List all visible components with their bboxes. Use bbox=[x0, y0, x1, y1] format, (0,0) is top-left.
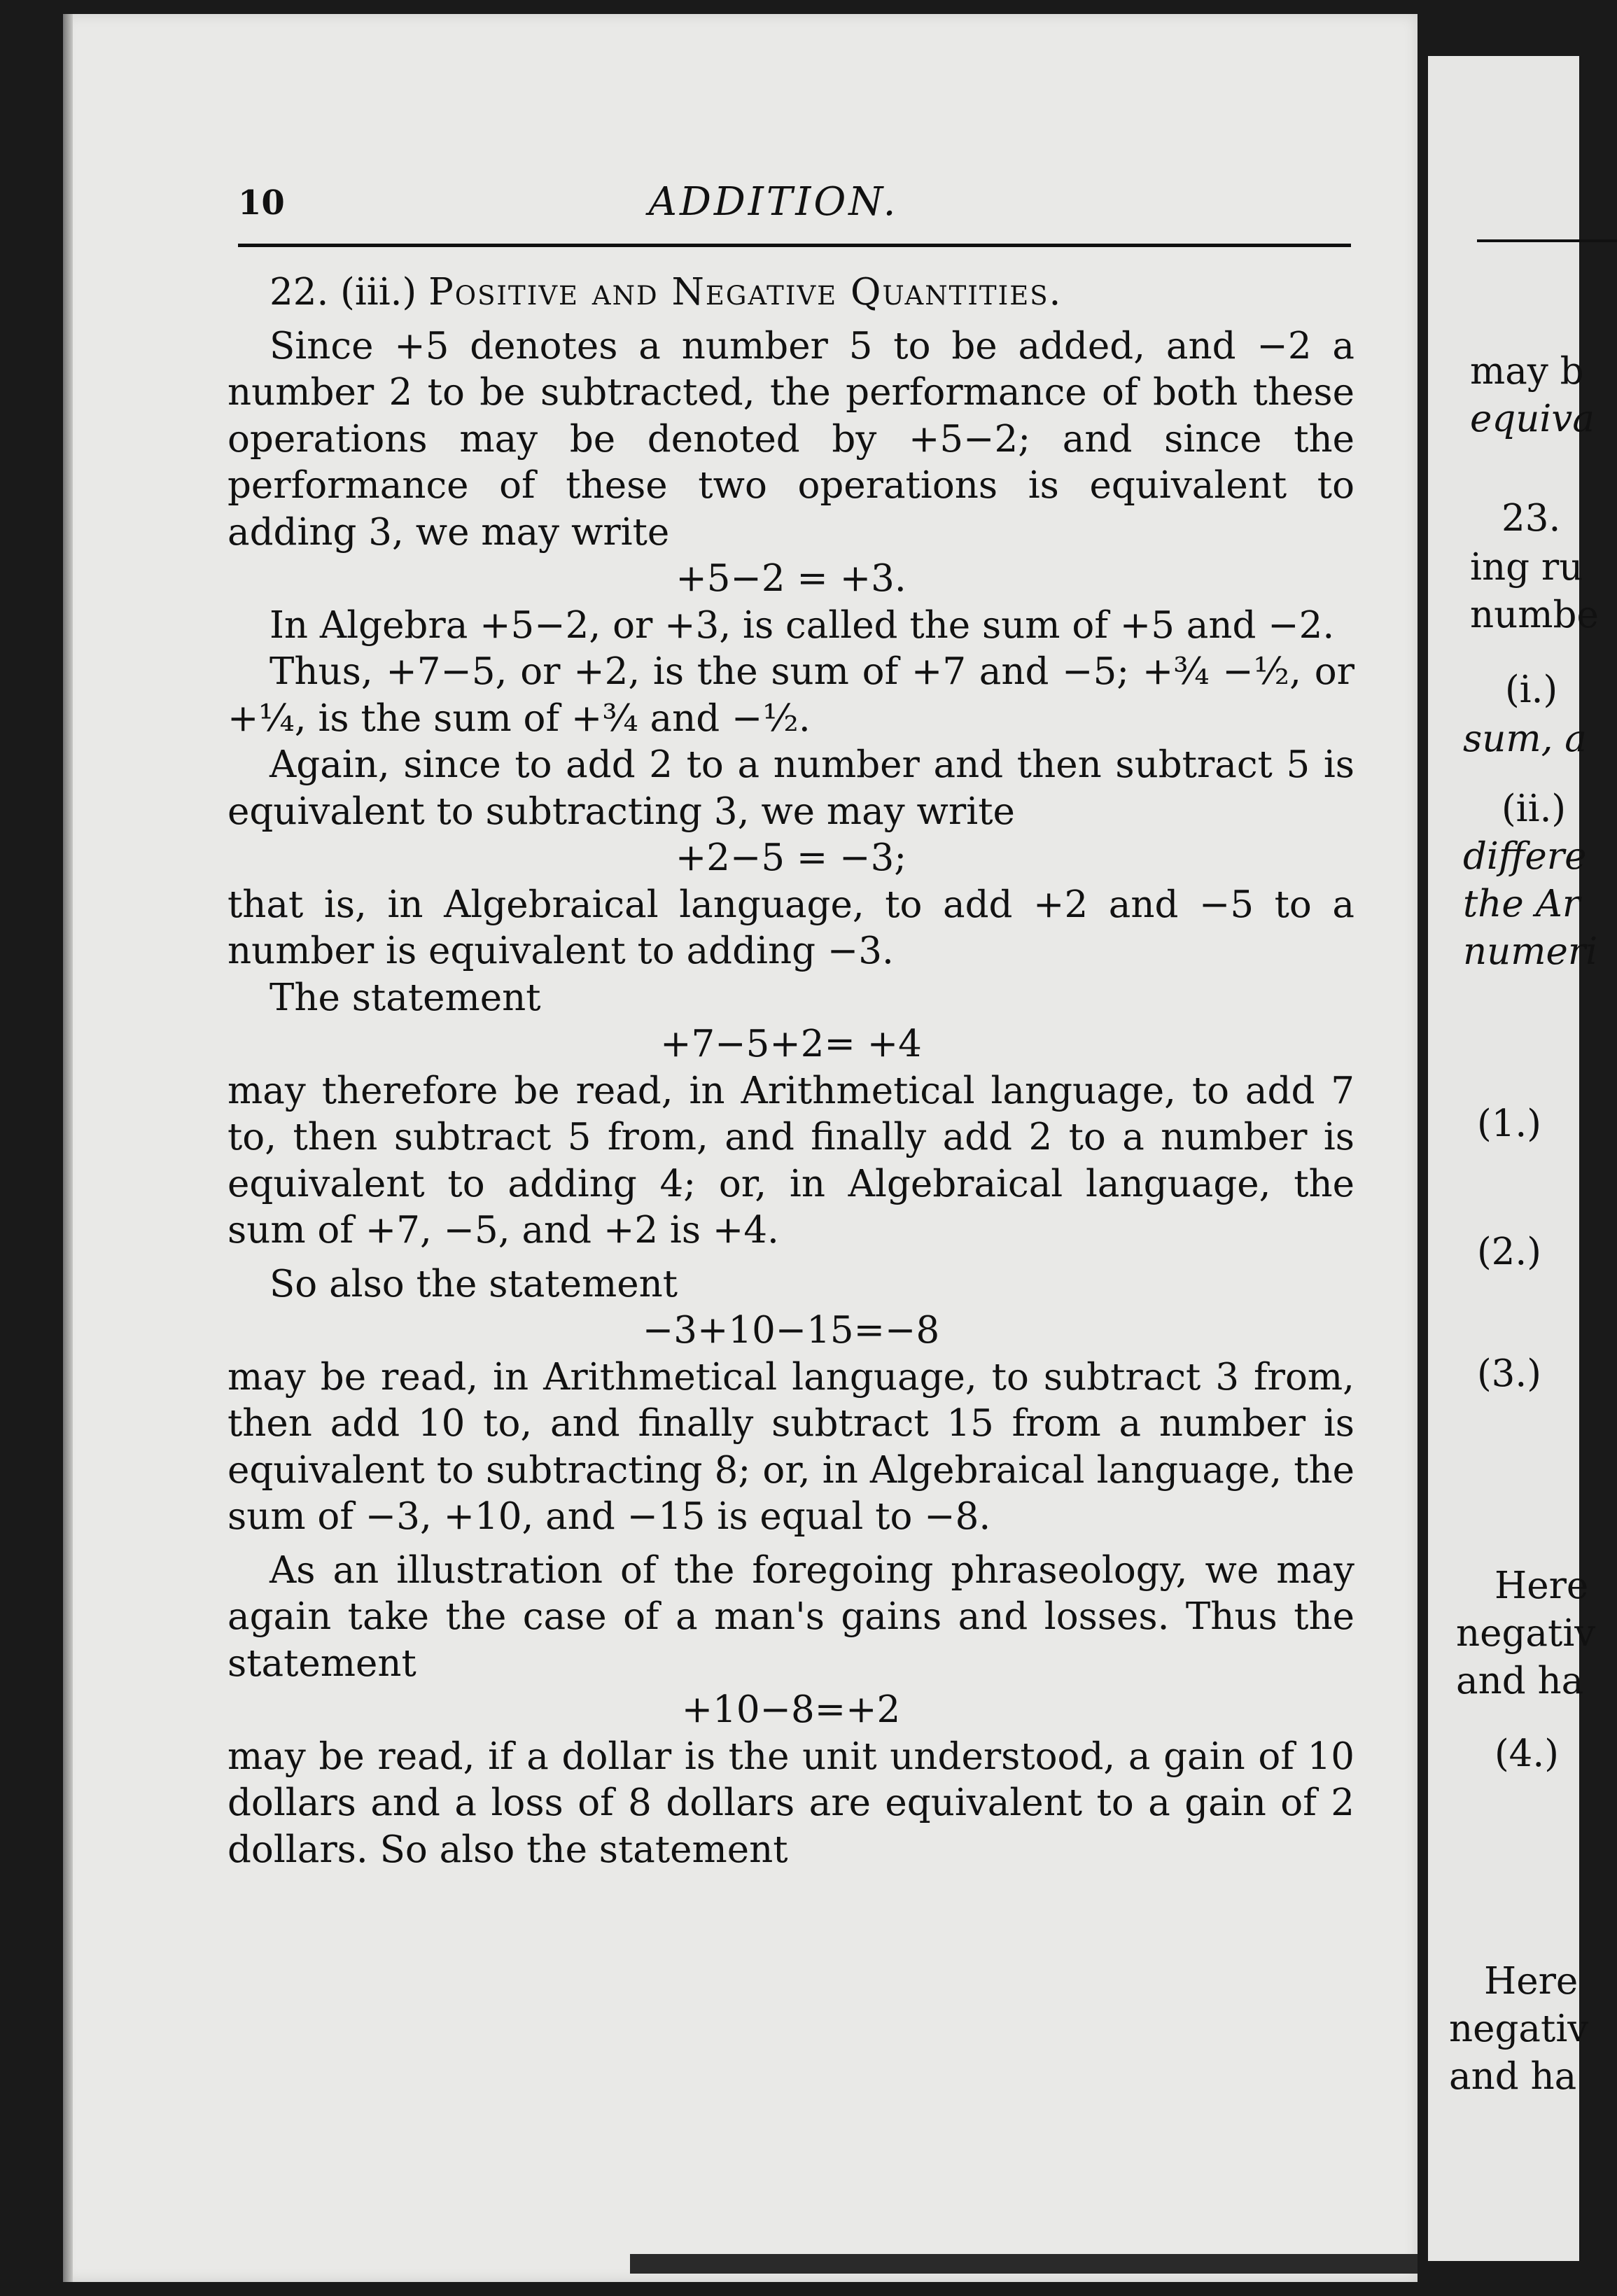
next-page-fragment: differe bbox=[1463, 835, 1587, 878]
paragraph-4: Again, since to add 2 to a number and then subtract 5 is equivalent to subtracting 3, we may write bbox=[227, 743, 1354, 833]
page-gutter-shadow bbox=[63, 14, 73, 2282]
equation-2: +2−5 = −3; bbox=[675, 836, 907, 879]
section-title: Positive and Negative Quantities. bbox=[428, 271, 1063, 314]
paragraph-6: The statement bbox=[270, 976, 541, 1019]
next-page-fragment: (i.) bbox=[1505, 668, 1558, 711]
next-page-fragment: (3.) bbox=[1477, 1352, 1541, 1395]
next-page-fragment: and ha bbox=[1449, 2055, 1577, 2098]
next-page-fragment: 23. bbox=[1502, 497, 1561, 540]
page-number: 10 bbox=[238, 183, 285, 223]
page-body bbox=[227, 270, 1354, 1873]
paragraph-9: may be read, in Arithmetical language, to subtract 3 from, then add 10 to, and finally subtract 15 from a number is equivalent to subtracting 8; or, in Algebraical language, the sum of −3, +10, and −15 is equal to −8. bbox=[227, 1355, 1354, 1538]
next-page-fragment: and ha bbox=[1456, 1660, 1584, 1702]
next-page-fragment: ing ru bbox=[1470, 546, 1583, 589]
running-title: ADDITION. bbox=[648, 179, 899, 225]
paragraph-7: may therefore be read, in Arithmetical language, to add 7 to, then subtract 5 from, and finally add 2 to a number is equivalent to adding 4; or, in Algebraical language, the sum of +7, −5, and +2 is +4. bbox=[227, 1069, 1354, 1252]
paragraph-10: As an illustration of the foregoing phraseology, we may again take the case of a man's gains and losses. Thus the statement bbox=[227, 1548, 1354, 1685]
equation-1: +5−2 = +3. bbox=[676, 557, 906, 600]
next-page-fragment: sum, a bbox=[1463, 718, 1587, 760]
next-page-fragment: the Ar bbox=[1463, 883, 1581, 925]
header-rule bbox=[238, 244, 1351, 247]
next-page-fragment: Here bbox=[1494, 1564, 1589, 1607]
section-number: 22. bbox=[270, 271, 329, 314]
next-page-fragment: negativ bbox=[1456, 1612, 1596, 1655]
paragraph-5: that is, in Algebraical language, to add +2 and −5 to a number is equivalent to adding −3. bbox=[227, 883, 1354, 972]
paragraph-2: In Algebra +5−2, or +3, is called the sum of +5 and −2. bbox=[270, 603, 1335, 647]
equation-5: +10−8=+2 bbox=[681, 1688, 901, 1731]
page-header bbox=[196, 179, 1351, 239]
paragraph-1: Since +5 denotes a number 5 to be added, and −2 a number 2 to be subtracted, the performance of both these operations may be denoted by +5−2; and since the performance of these two operations is equivalent to adding 3, we may write bbox=[227, 324, 1354, 554]
next-page-rule bbox=[1477, 239, 1617, 242]
next-page-fragment: numbe bbox=[1470, 594, 1599, 636]
section-heading bbox=[227, 270, 1354, 316]
next-page-fragment: equiva bbox=[1470, 398, 1595, 440]
page-bottom-edge bbox=[630, 2254, 1418, 2274]
next-page-fragment: (ii.) bbox=[1502, 788, 1567, 830]
next-page-fragment: Here bbox=[1484, 1960, 1578, 2003]
next-page-fragment: numeri bbox=[1463, 930, 1598, 973]
paragraph-8: So also the statement bbox=[270, 1262, 678, 1306]
section-label: (iii.) bbox=[340, 271, 417, 314]
equation-3: +7−5+2= +4 bbox=[660, 1023, 922, 1065]
paragraph-3: Thus, +7−5, or +2, is the sum of +7 and −5; +¾ −½, or +¼, is the sum of +¾ and −½. bbox=[227, 650, 1354, 740]
paragraph-11: may be read, if a dollar is the unit understood, a gain of 10 dollars and a loss of 8 dollars are equivalent to a gain of 2 dollars. So also the statement bbox=[227, 1735, 1354, 1871]
next-page-fragment: may b bbox=[1470, 350, 1584, 393]
next-page-fragment: negativ bbox=[1449, 2008, 1589, 2050]
next-page-fragment: (1.) bbox=[1477, 1102, 1541, 1145]
next-page-fragment: (2.) bbox=[1477, 1231, 1541, 1273]
next-page-fragment: (4.) bbox=[1494, 1732, 1559, 1775]
equation-4: −3+10−15=−8 bbox=[642, 1309, 940, 1352]
next-page-edge bbox=[1428, 56, 1599, 2261]
